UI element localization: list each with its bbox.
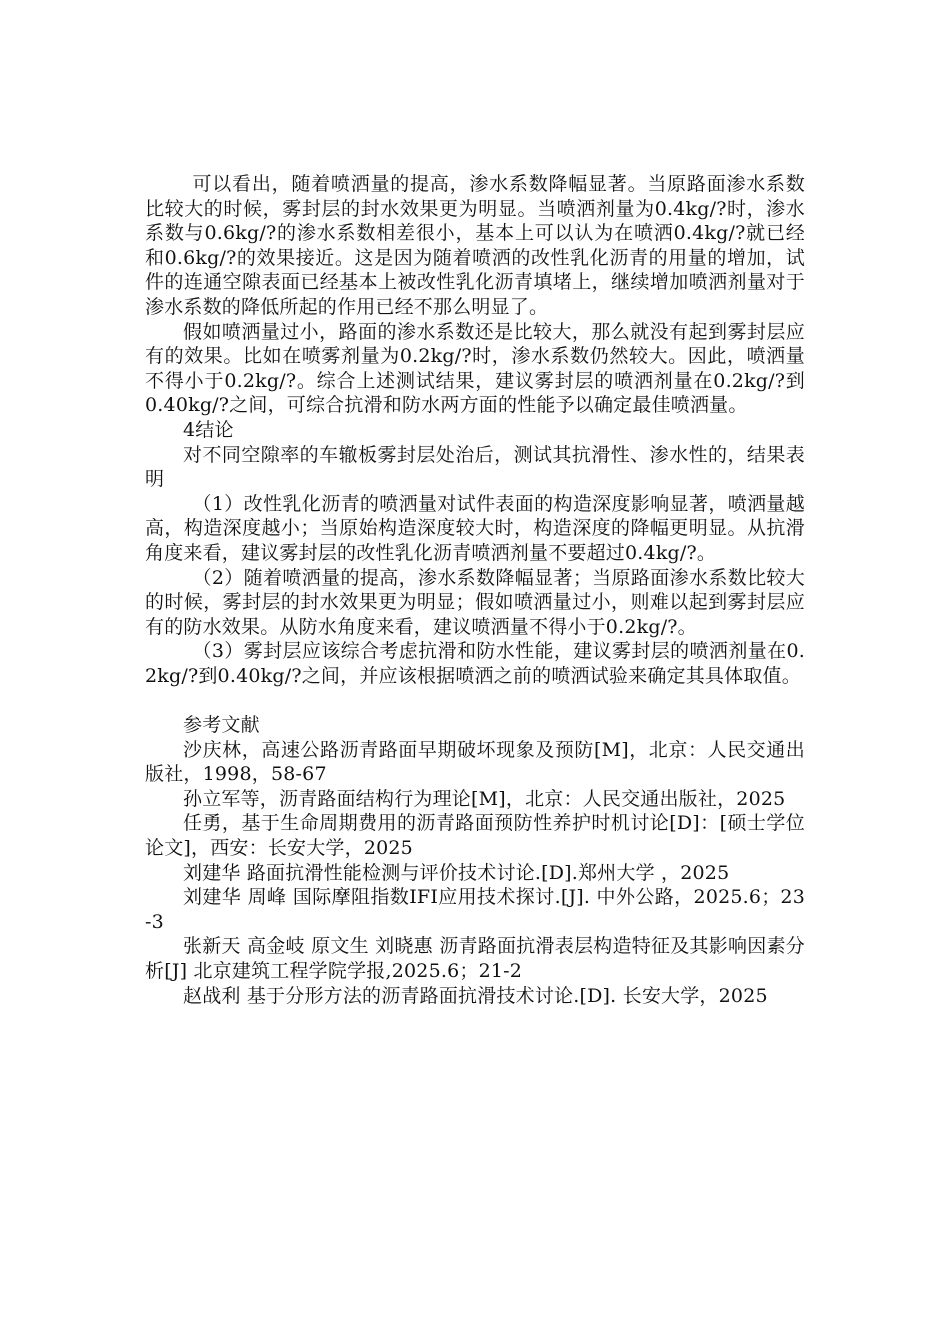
body-paragraph: 假如喷洒量过小，路面的渗水系数还是比较大，那么就没有起到雾封层应有的效果。比如在喷雾剂量为0.2kg/?时，渗水系数仍然较大。因此，喷洒量不得小于0.2kg/?。综合上述测试结果，建议雾封层的喷洒剂量在0.2kg/?到0.40kg/?之间，可综合抗滑和防水两方面的性能予以确定最佳喷洒量。 bbox=[145, 320, 805, 417]
document-body bbox=[145, 172, 805, 1008]
reference-item: 孙立军等，沥青路面结构行为理论[M]，北京：人民交通出版社，2025 bbox=[183, 787, 786, 810]
reference-item: 任勇，基于生命周期费用的沥青路面预防性养护时机讨论[D]：[硕士学位论文]，西安：长安大学，2025 bbox=[145, 812, 805, 860]
reference-item: 沙庆林，高速公路沥青路面早期破坏现象及预防[M]，北京：人民交通出版社，1998，58-67 bbox=[145, 738, 805, 786]
reference-item: 刘建华 周峰 国际摩阻指数IFI应用技术探讨.[J]. 中外公路，2025.6；23-3 bbox=[145, 886, 805, 933]
body-paragraph: 可以看出，随着喷洒量的提高，渗水系数降幅显著。当原路面渗水系数比较大的时候，雾封层的封水效果更为明显。当喷洒剂量为0.4kg/?时，渗水系数与0.6kg/?的渗水系数相差很小，基本上可以认为在喷洒0.4kg/?就已经和0.6kg/?的效果接近。这是因为随着喷洒的改性乳化沥青的用量的增加，试件的连通空隙表面已经基本上被改性乳化沥青填堵上，继续增加喷洒剂量对于渗水系数的降低所起的作用已经不那么明显了。 bbox=[145, 173, 805, 318]
section-heading-conclusion: 4结论 bbox=[183, 418, 234, 441]
reference-item: 刘建华 路面抗滑性能检测与评价技术讨论.[D].郑州大学 ，2025 bbox=[183, 861, 730, 884]
section-spacer bbox=[145, 688, 805, 713]
conclusion-item: （2）随着喷洒量的提高，渗水系数降幅显著；当原路面渗水系数比较大的时候，雾封层的封水效果更为明显；假如喷洒量过小，则难以起到雾封层应有的防水效果。从防水角度来看，建议喷洒量不得小于0.2kg/?。 bbox=[145, 566, 805, 638]
conclusion-item: （1）改性乳化沥青的喷洒量对试件表面的构造深度影响显著，喷洒量越高，构造深度越小；当原始构造深度较大时，构造深度的降幅更明显。从抗滑角度来看，建议雾封层的改性乳化沥青喷洒剂量不要超过0.4kg/?。 bbox=[145, 492, 805, 564]
reference-item: 赵战利 基于分形方法的沥青路面抗滑技术讨论.[D]. 长安大学，2025 bbox=[183, 984, 768, 1007]
reference-item: 张新天 高金岐 原文生 刘晓惠 沥青路面抗滑表层构造特征及其影响因素分析[J] 北京建筑工程学院学报,2025.6；21-2 bbox=[145, 935, 805, 982]
references-heading: 参考文献 bbox=[183, 714, 260, 737]
conclusion-item: （3）雾封层应该综合考虑抗滑和防水性能，建议雾封层的喷洒剂量在0.2kg/?到0.40kg/?之间，并应该根据喷洒之前的喷洒试验来确定其具体取值。 bbox=[145, 640, 805, 687]
conclusion-intro: 对不同空隙率的车辙板雾封层处治后，测试其抗滑性、渗水性的，结果表明 bbox=[145, 443, 805, 491]
